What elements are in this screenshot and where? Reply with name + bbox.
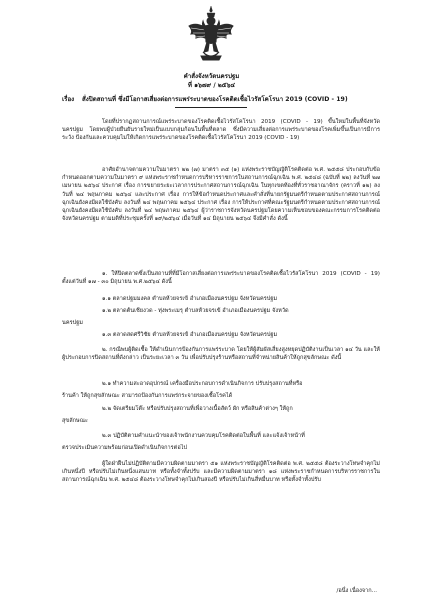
paragraph-authority: อาศัยอำนาจตามความในมาตรา ๒๒ (๗) มาตรา ๓๕ (๑) แห่งพระราชบัญญัติโรคติดต่อ พ.ศ. ๒๕๕๘ ประกอบกับข้อกำหนดออกตามความในมาตรา ๙ แห่งพระราชกำหนดการบริหารราชการในสถานการณ์ฉุกเฉิน พ.ศ. ๒๕๔๘ (ฉบับที่ ๒๒) ลงวันที่ ๒๗ เมษายน ๒๕๖๔ ประกาศ เรื่อง การขยายระยะเวลาการประกาศสถานการณ์ฉุกเฉิน ในทุกเขตท้องที่ทั่วราชอาณาจักร (คราวที่ ๑๒) ลงวันที่ ๒๔ พฤษภาคม ๒๕๖๔ และประกาศ เรื่อง การให้ข้อกำหนดประกาศและคำสั่งที่นายกรัฐมนตรีกำหนดตามประกาศสถานการณ์ฉุกเฉินยังคงมีผลใช้บังคับ ลงวันที่ ๒๔ พฤษภาคม ๒๕๖๔ ประกาศ เรื่อง การให้ประกาศที่คณะรัฐมนตรีกำหนดตามประกาศสถานการณ์ฉุกเฉินยังคงมีผลใช้บังคับ ลงวันที่ ๒๔ พฤษภาคม ๒๕๖๔ ผู้ว่าราชการจังหวัดนครปฐมโดยความเห็นชอบของคณะกรรมการโรคติดต่อจังหวัดนครปฐม ตามมติที่ประชุมครั้งที่ ๑๙/๒๕๖๔ เมื่อวันที่ ๑๔ มิถุนายน ๒๕๖๔ จึงมีคำสั่ง ดังนี้ [62,167,380,223]
paragraph-penalty: ผู้ใดฝ่าฝืนไม่ปฏิบัติตามมีความผิดตามมาตรา ๕๑ แห่งพระราชบัญญัติโรคติดต่อ พ.ศ. ๒๕๕๘ ต้องระวางโทษจำคุกไม่เกินหนึ่งปี หรือปรับไม่เกินหนึ่งแสนบาท หรือทั้งจำทั้งปรับ และมีความผิดตามมาตรา ๑๘ แห่งพระราชกำหนดการบริหารราชการในสถานการณ์ฉุกเฉิน พ.ศ. ๒๕๔๘ ต้องระวางโทษจำคุกไม่เกินสองปี หรือปรับไม่เกินสี่หมื่นบาท หรือทั้งจำทั้งปรับ [62,461,380,484]
list-item-continued: สุขลักษณะ [62,418,88,424]
list-item: ๒.๒ จัดเตรียมโต๊ะ หรือปรับปรุงสถานที่เพื่อวางเนื้อสัตว์ ผัก หรือสินค้าต่างๆ ให้ถูก [102,406,293,412]
order-title: คำสั่งจังหวัดนครปฐม [183,73,240,80]
continuation-note: /อนึ่ง เนื่องจาก... [336,588,377,594]
list-item: ๑.๒ ตลาดต้นเชียงวด - ทุ่งพระเมรุ ตำบลห้วยจรเข้ อำเภอเมืองนครปฐม จังหวัด [102,308,289,314]
subject-text: สั่งปิดสถานที่ ซึ่งมีโอกาสเสี่ยงต่อการแพร่ระบาดของโรคติดเชื้อไวรัสโคโรนา 2019 (COVID - 19) [82,96,348,103]
list-item-continued: ร้านค้า ให้ถูกสุขลักษณะ สามารถป้องกันการแพร่กระจายของเชื้อโรคได้ [62,393,233,399]
order-number: ที่ ๑๖๗๙ / ๒๕๖๔ [187,82,236,89]
garuda-emblem-icon [187,4,235,64]
list-item: ๑.๓ ตลาดสดศรีวิชัย ตำบลห้วยจรเข้ อำเภอเมืองนครปฐม จังหวัดนครปฐม [102,332,278,338]
paragraph-background: โดยที่ปรากฏสถานการณ์แพร่ระบาดของโรคติดเชื้อไวรัสโคโรนา 2019 (COVID - 19) ขึ้นใหม่ในพื้นที่จังหวัดนครปฐม โดยพบผู้ป่วยยืนยันรายใหม่เป็นแบบกลุ่มก้อนในพื้นที่ตลาด ซึ่งมีความเสี่ยงต่อการแพร่ระบาดของโรคเพิ่มขึ้นเป็นการมีการระวัง ป้องกันและควบคุมไม่ให้เกิดการแพร่ระบาดของโรคติดเชื้อไวรัสโคโรนา 2019 (COVID - 19) [62,119,380,142]
subject-line [62,96,382,104]
paragraph-order-2: ๒. กรณีพบผู้ติดเชื้อ ให้ดำเนินการป้องกันการแพร่ระบาด โดยให้ผู้สัมผัสเสี่ยงสูงหยุดปฏิบัติงานเป็นเวลา ๑๔ วัน และให้ผู้ประกอบการปิดสถานที่ดังกล่าว เป็นระยะเวลา ๓ วัน เพื่อปรับปรุงร้านหรือสถานที่จำหน่ายสินค้าให้ถูกสุขลักษณะ ดังนี้ [62,347,380,362]
list-item: ๑.๑ ตลาดปฐมมงคล ตำบลห้วยจรเข้ อำเภอเมืองนครปฐม จังหวัดนครปฐม [102,296,278,302]
list-item: ๒.๓ ปฏิบัติตามคำแนะนำของเจ้าพนักงานควบคุมโรคติดต่อในพื้นที่ และแจ้งเจ้าหน้าที่ [102,433,305,439]
paragraph-order-1: ๑. ให้ปิดตลาดซึ่งเป็นสถานที่ที่มีโอกาสเสี่ยงต่อการแพร่ระบาดของโรคติดเชื้อไวรัสโคโรนา 2019 (COVID - 19) ตั้งแต่วันที่ ๑๗ - ๓๐ มิถุนายน พ.ศ.๒๕๖๔ ดังนี้ [62,271,380,286]
list-item: ๒.๑ ทำความสะอาดอุปกรณ์ เครื่องมือประกอบการดำเนินกิจการ ปรับปรุงสถานที่หรือ [102,381,303,387]
divider-line [175,107,247,108]
list-item-continued: นครปฐม [62,320,83,326]
subject-label: เรื่อง [62,96,75,103]
list-item-continued: ตรวจประเมินความพร้อมก่อนเปิดดำเนินกิจการต่อไป [62,445,188,451]
